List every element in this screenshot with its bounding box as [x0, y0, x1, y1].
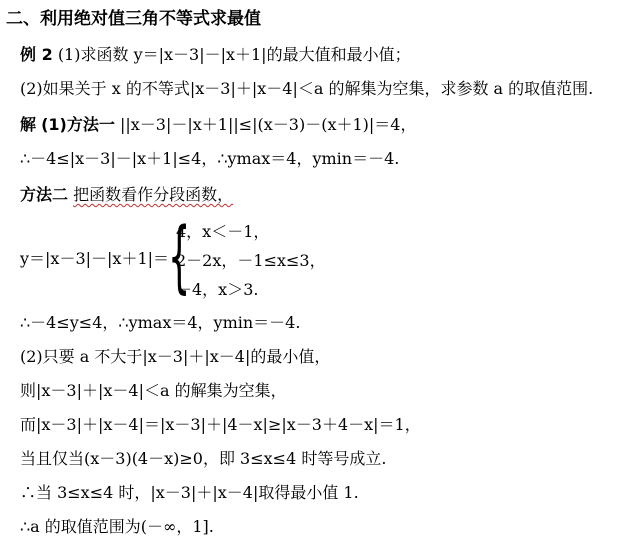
part2-line: ∴当 3≤x≤4 时，|x－3|＋|x－4|取得最小值 1.	[20, 483, 359, 502]
method1-label: (1)方法一	[41, 115, 115, 134]
solution-label: 解	[20, 115, 37, 134]
piecewise-brace: {	[168, 212, 191, 302]
piecewise-function	[0, 212, 360, 302]
part2-line: 当且仅当(x－3)(4－x)≥0，即 3≤x≤4 时等号成立.	[20, 449, 387, 468]
method2-label: 方法二	[20, 185, 69, 204]
part2-line: 则|x－3|＋|x－4|＜a 的解集为空集，	[20, 381, 287, 400]
section-title: 二、利用绝对值三角不等式求最值	[6, 9, 261, 29]
piecewise-case: 2－2x，－1≤x≤3，	[176, 251, 326, 270]
method1-result: ∴－4≤|x－3|－|x＋1|≤4，∴ymax＝4，ymin＝－4.	[20, 149, 400, 168]
method1-text: ||x－3|－|x＋1||≤|(x－3)－(x＋1)|＝4，	[119, 115, 417, 134]
method1-line	[20, 114, 416, 136]
part2-line: 而|x－3|＋|x－4|＝|x－3|＋|4－x|≥|x－3＋4－x|＝1，	[20, 415, 421, 434]
example-part1-text: (1)求函数 y＝|x－3|－|x＋1|的最大值和最小值；	[57, 45, 411, 64]
method2-line	[20, 184, 233, 206]
example-part1	[20, 44, 411, 66]
part2-line: ∴a 的取值范围为(－∞，1].	[20, 517, 214, 536]
piecewise-case: 4，x＜－1，	[176, 222, 270, 241]
part2-line: (2)只要 a 不大于|x－3|＋|x－4|的最小值，	[20, 347, 331, 366]
piecewise-lhs: y＝|x－3|－|x＋1|＝	[20, 249, 170, 268]
method2-result: ∴－4≤y≤4，∴ymax＝4，ymin＝－4.	[20, 313, 301, 332]
piecewise-case: －4，x＞3.	[176, 280, 259, 299]
example-part2: (2)如果关于 x 的不等式|x－3|＋|x－4|＜a 的解集为空集，求参数 a 的取值范围.	[20, 79, 594, 98]
example-label: 例 2	[20, 45, 53, 64]
method2-text: 把函数看作分段函数，	[73, 185, 234, 204]
